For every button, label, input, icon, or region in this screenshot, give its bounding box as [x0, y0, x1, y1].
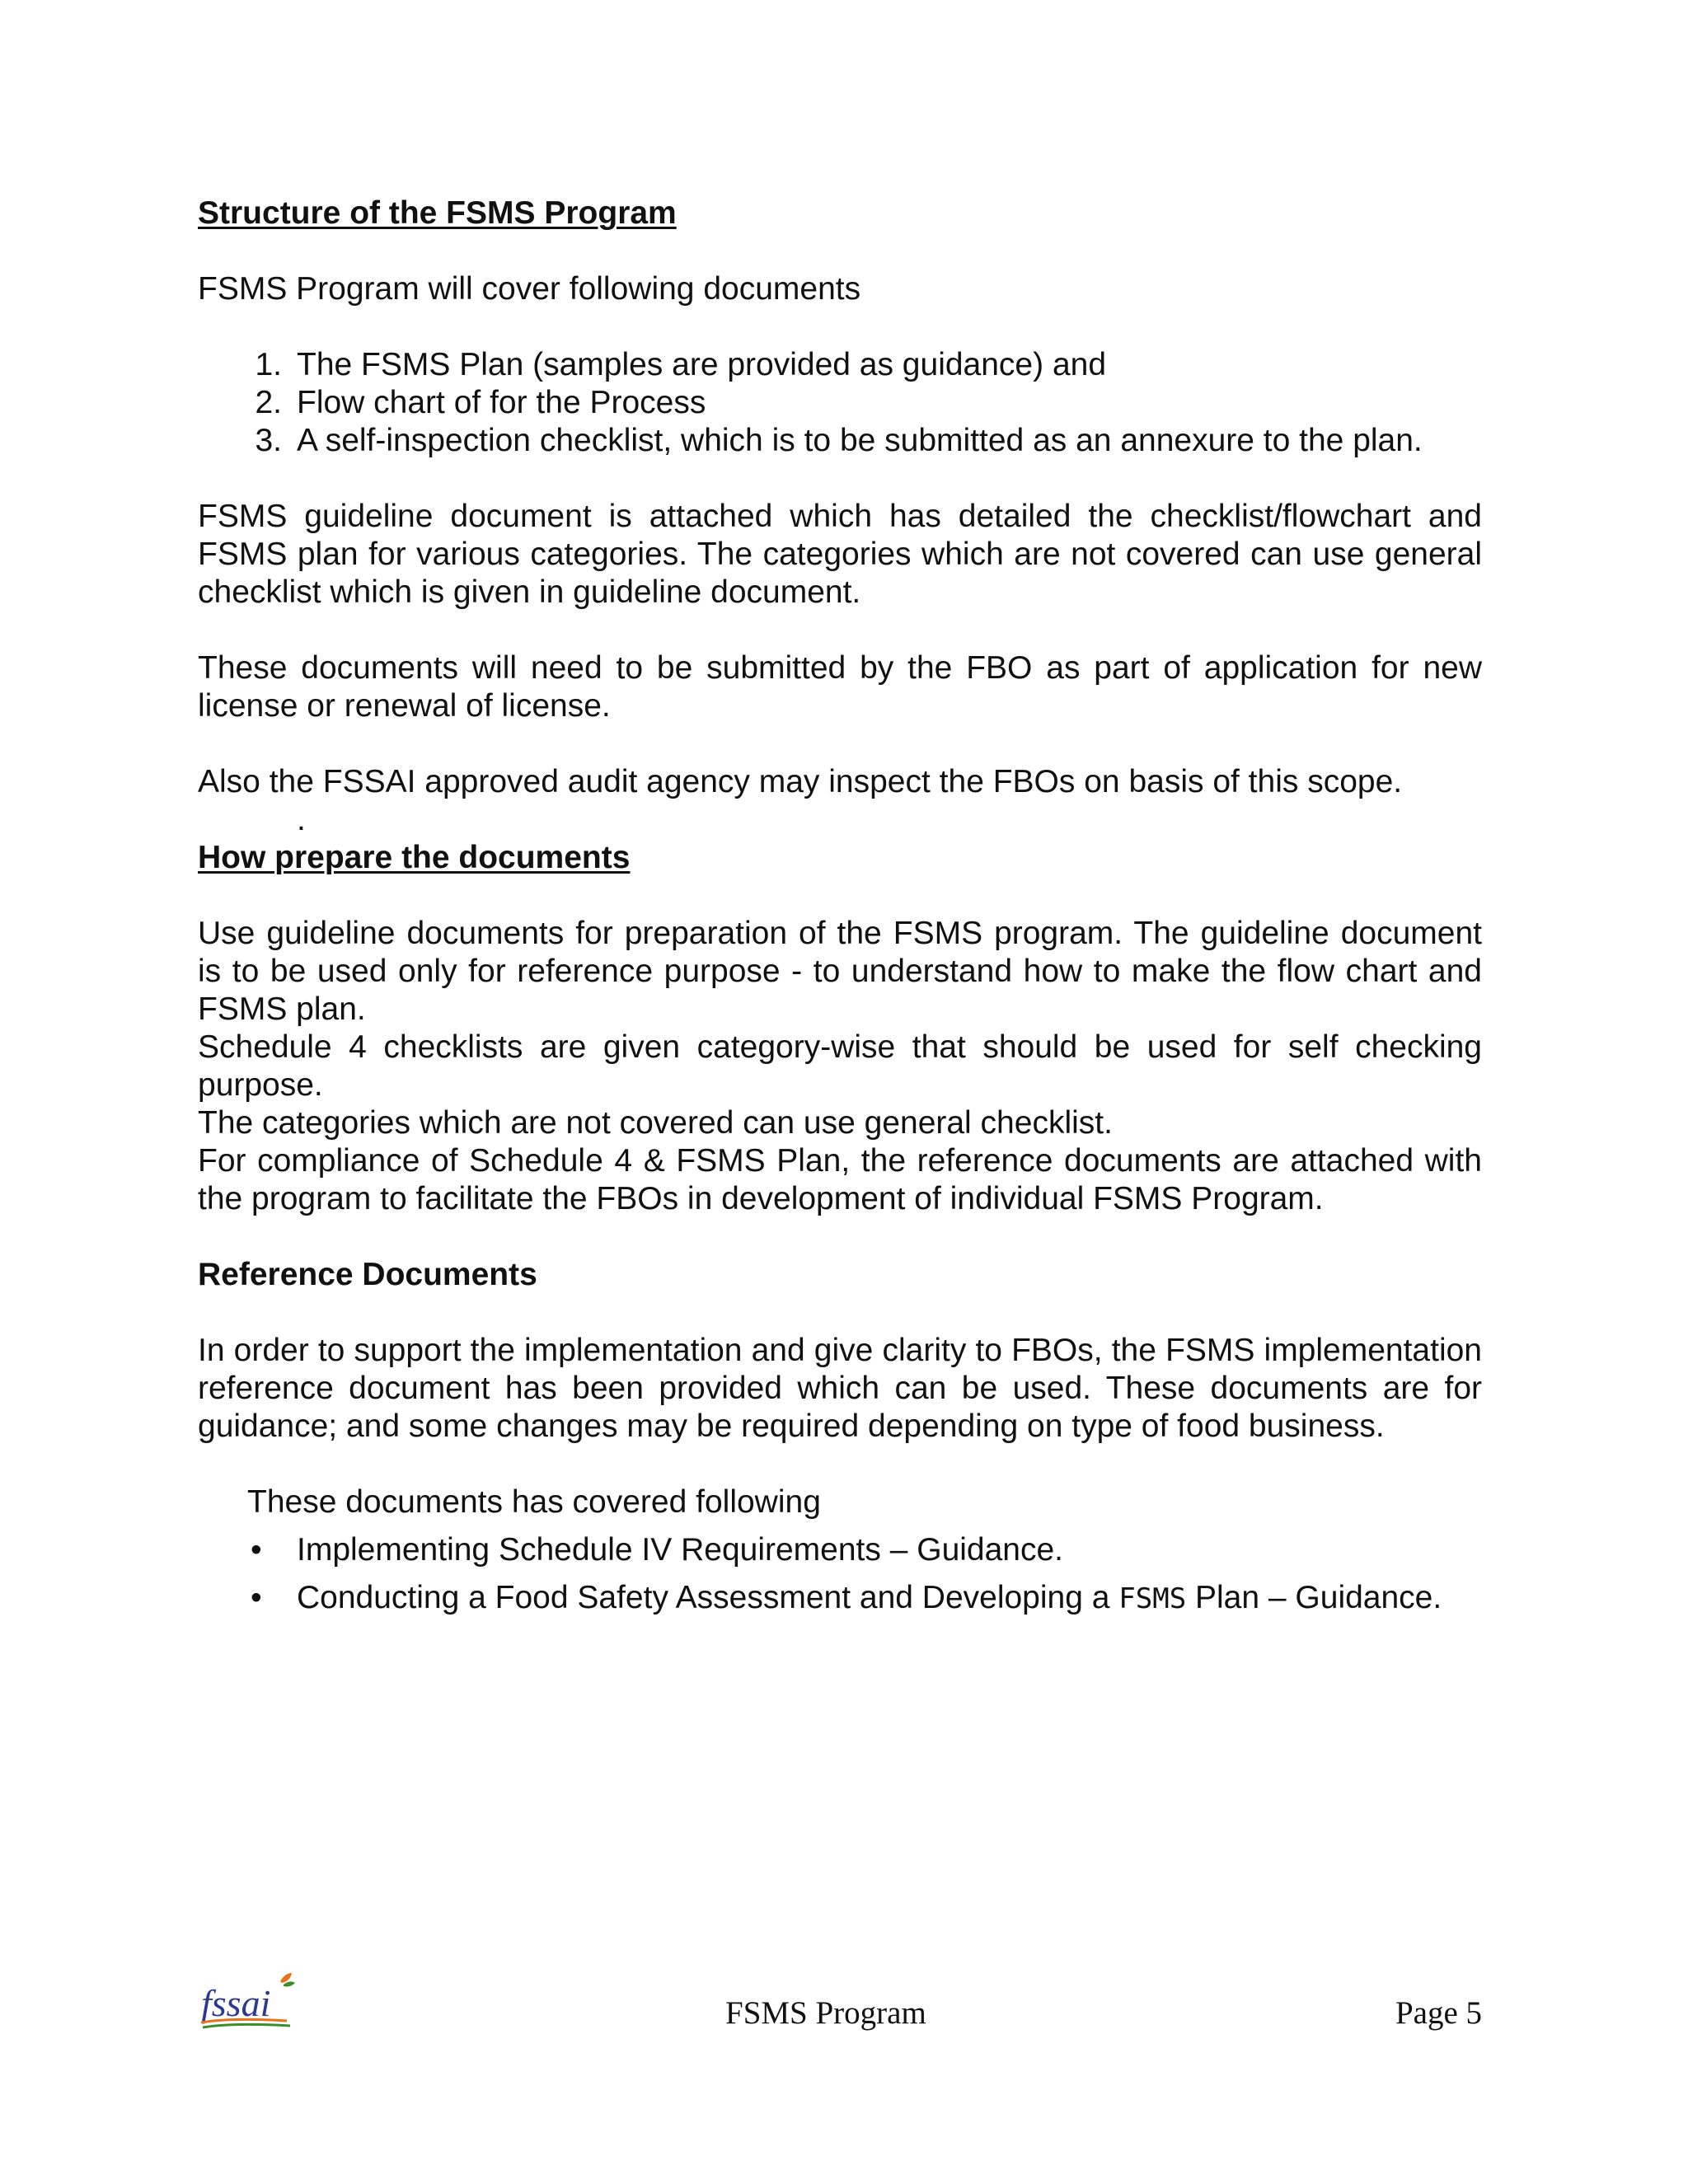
list-item: • Conducting a Food Safety Assessment and Developing a FSMS Plan – Guidance. — [251, 1580, 1442, 1615]
bullet-icon: • — [251, 1580, 262, 1615]
svg-text:fssai: fssai — [201, 1982, 271, 2024]
prepare-paragraph-1: Use guideline documents for preparation of the FSMS program. The guideline document is to be used only for reference purpose - to understand how to make the flow chart and FSMS plan. — [198, 916, 1482, 1027]
structure-intro: FSMS Program will cover following documents — [198, 271, 861, 307]
list-item: • Implementing Schedule IV Requirements – Guidance. — [251, 1532, 1064, 1568]
audit-paragraph: Also the FSSAI approved audit agency may inspect the FBOs on basis of this scope. — [198, 764, 1403, 799]
reference-heading: Reference Documents — [198, 1257, 537, 1292]
prepare-paragraph-3: The categories which are not covered can use general checklist. — [198, 1105, 1113, 1141]
submission-paragraph: These documents will need to be submitted by the FBO as part of application for new license or renewal of license. — [198, 650, 1482, 724]
bullet-icon: • — [251, 1532, 262, 1568]
prepare-heading: How prepare the documents — [198, 840, 631, 875]
page-content — [198, 194, 1482, 1628]
stray-dot: . — [297, 802, 306, 837]
prepare-paragraph-2: Schedule 4 checklists are given category-wise that should be used for self checking purpose. — [198, 1029, 1482, 1103]
guideline-paragraph: FSMS guideline document is attached which has detailed the checklist/flowchart and FSMS plan for various categories. The categories which are not covered can use general checklist which is given in guideline document. — [198, 499, 1482, 610]
reference-list-intro: These documents has covered following — [247, 1484, 821, 1520]
reference-bullets — [198, 1531, 1482, 1618]
list-item: 3. A self-inspection checklist, which is to be submitted as an annexure to the plan. — [255, 423, 1423, 458]
list-item: 1. The FSMS Plan (samples are provided as guidance) and — [255, 347, 1107, 382]
list-item: 2. Flow chart of for the Process — [255, 385, 706, 420]
footer-title: FSMS Program — [725, 1995, 926, 2031]
page-number: Page 5 — [1395, 1995, 1482, 2031]
structure-heading: Structure of the FSMS Program — [198, 195, 677, 231]
reference-paragraph: In order to support the implementation and give clarity to FBOs, the FSMS implementation reference document has been provided which can be used. These documents are for guidance; and some changes may be required depending on type of food business. — [198, 1333, 1482, 1444]
fssai-logo — [198, 1970, 297, 2036]
prepare-paragraph-4: For compliance of Schedule 4 & FSMS Plan, the reference documents are attached with the program to facilitate the FBOs in development of individual FSMS Program. — [198, 1143, 1482, 1216]
documents-list — [198, 346, 1482, 460]
